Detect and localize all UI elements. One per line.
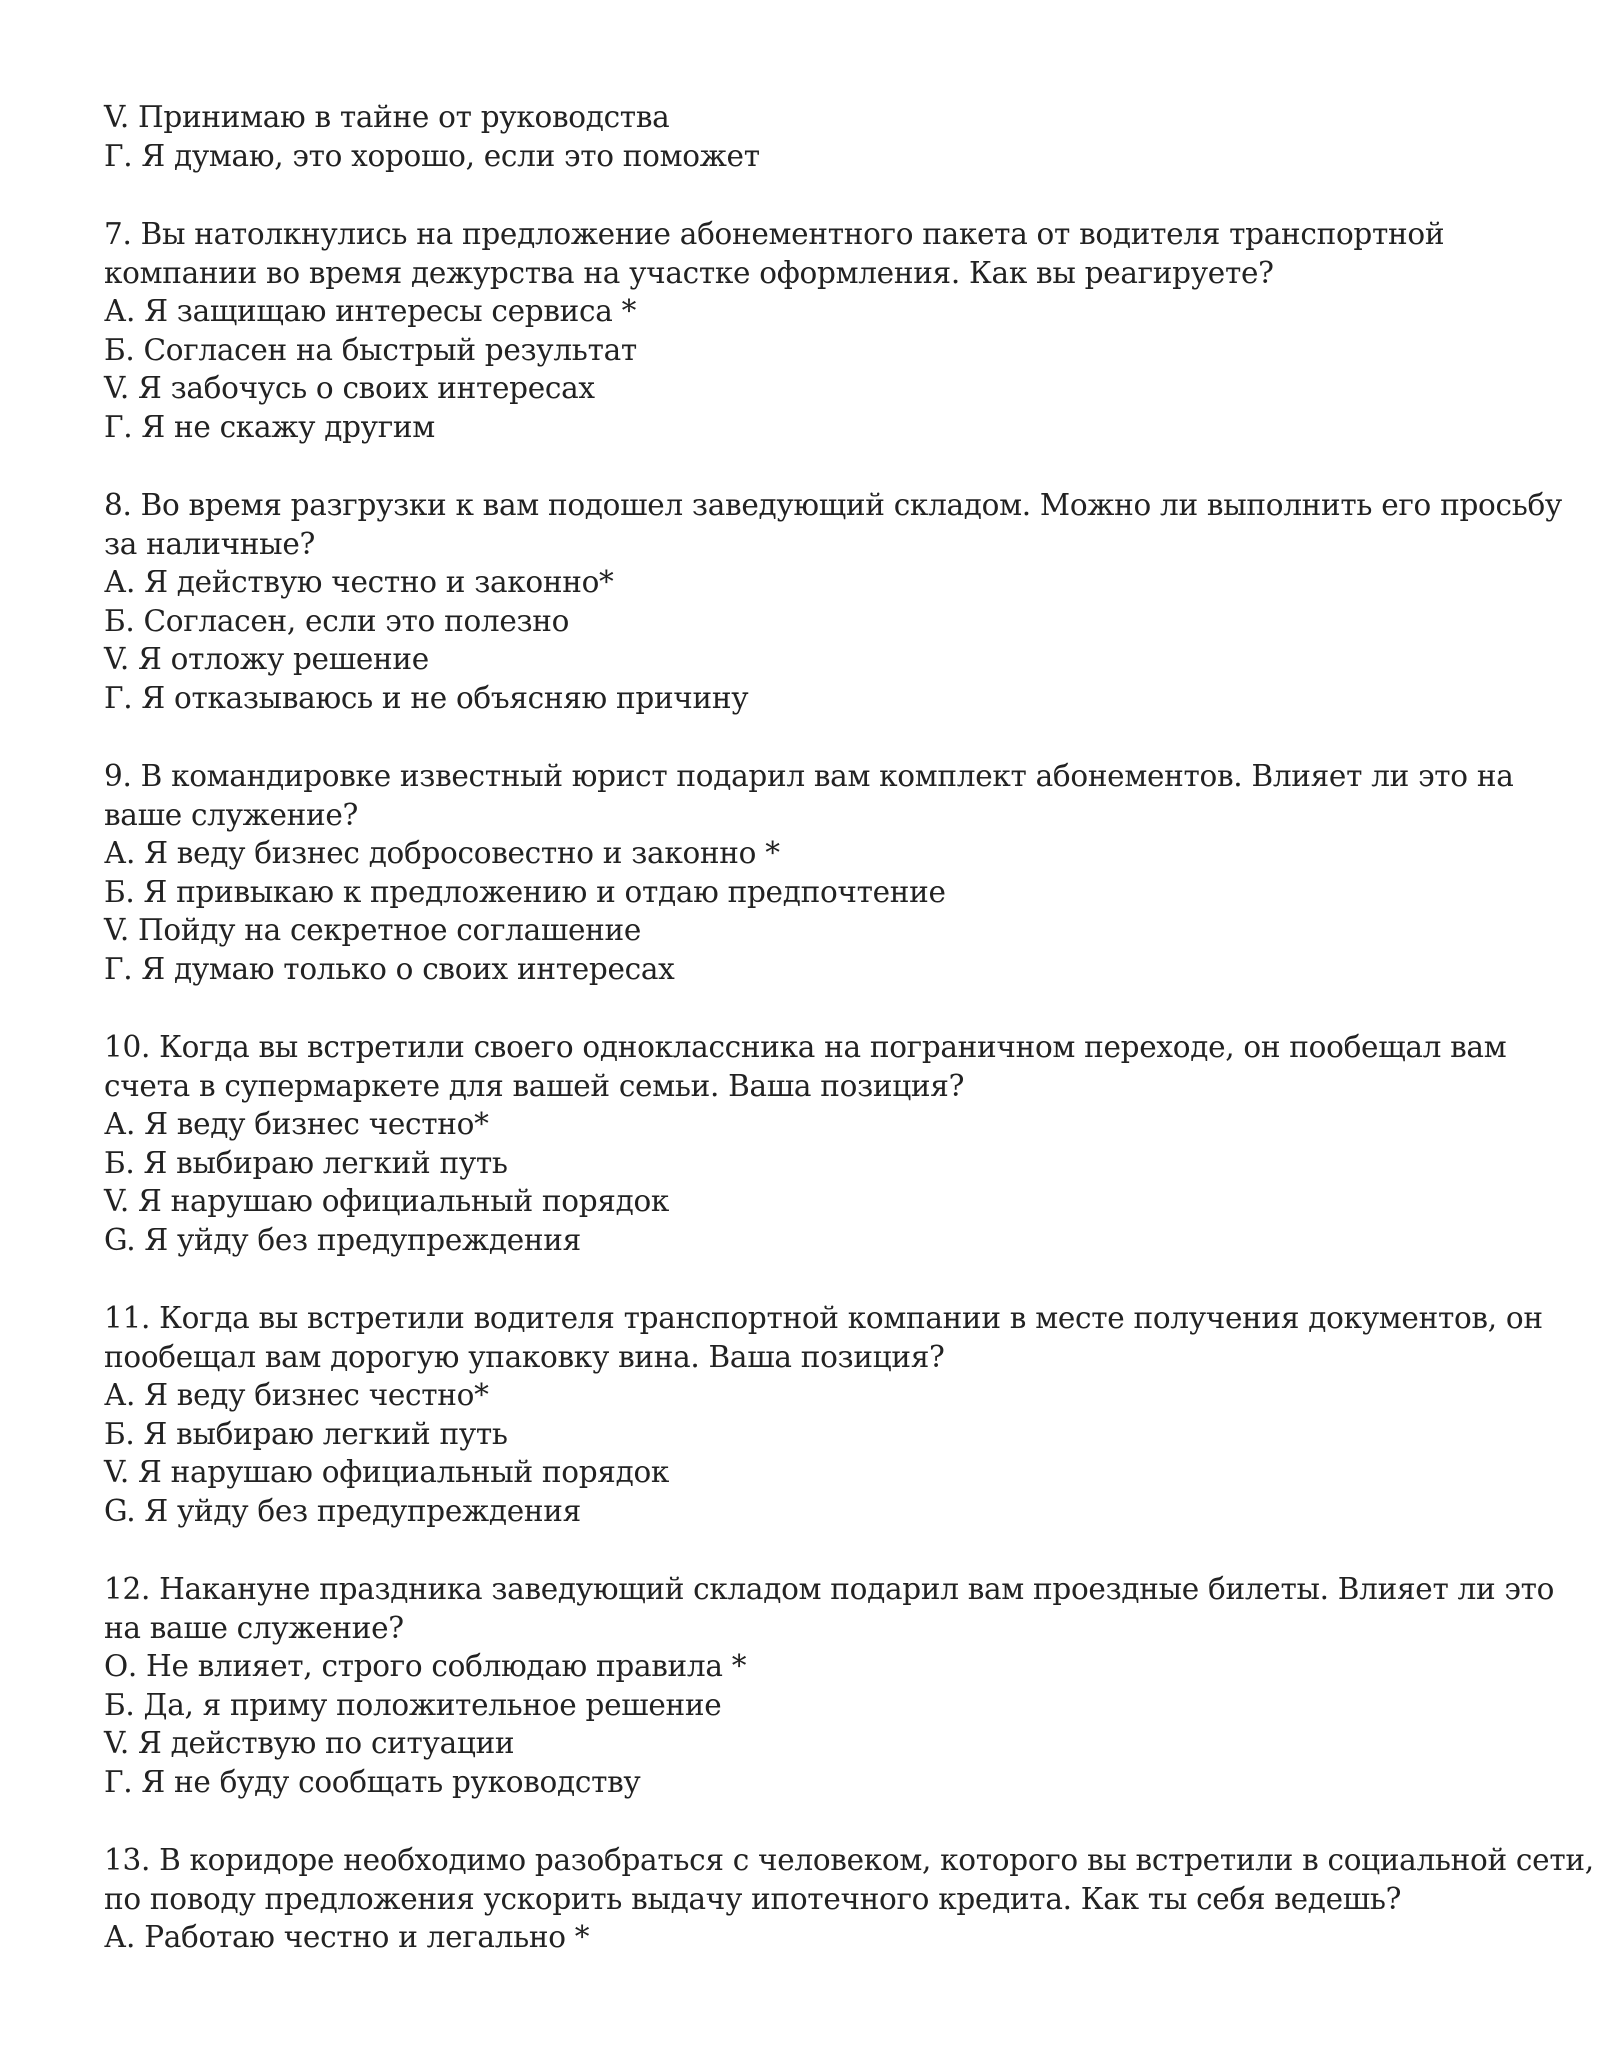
answer-option: А. Я веду бизнес честно* <box>104 1378 489 1412</box>
question-text-line: 8. Во время разгрузки к вам подошел заведующий складом. Можно ли выполнить его просьбу <box>104 488 1562 522</box>
answer-option: Б. Я выбираю легкий путь <box>104 1145 508 1180</box>
answer-option: G. Я уйду без предупреждения <box>104 1493 581 1528</box>
answer-option: А. Я веду бизнес добросовестно и законно * <box>104 836 780 870</box>
question-block <box>104 98 1524 175</box>
answer-option: О. Не влияет, строго соблюдаю правила * <box>104 1649 747 1683</box>
answer-option: V. Принимаю в тайне от руководства <box>104 100 670 134</box>
answer-option: А. Я действую честно и законно* <box>104 565 614 599</box>
question-text-line: пообещал вам дорогую упаковку вина. Ваша позиция? <box>104 1339 945 1374</box>
answer-option: А. Работаю честно и легально * <box>104 1920 590 1954</box>
question-block <box>104 1570 1555 1801</box>
question-block <box>104 757 1524 988</box>
question-text-line: 13. В коридоре необходимо разобраться с человеком, которого вы встретили в социальной сети, <box>104 1843 1594 1877</box>
answer-option: V. Я нарушаю официальный порядок <box>104 1455 670 1489</box>
question-block <box>104 1299 1543 1530</box>
question-text-line: 9. В командировке известный юрист подарил вам комплект абонементов. Влияет ли это на <box>104 759 1514 793</box>
question-text-line: 10. Когда вы встретили своего одноклассника на пограничном переходе, он пообещал вам <box>104 1030 1507 1064</box>
answer-option: Б. Я привыкаю к предложению и отдаю предпочтение <box>104 874 946 909</box>
answer-option: V. Я нарушаю официальный порядок <box>104 1184 670 1218</box>
question-text-line: счета в супермаркете для вашей семьи. Ваша позиция? <box>104 1068 965 1103</box>
answer-option: Г. Я не скажу другим <box>104 409 435 444</box>
question-text-line: на ваше служение? <box>104 1610 404 1645</box>
answer-option: Б. Согласен, если это полезно <box>104 603 570 638</box>
question-text-line: 11. Когда вы встретили водителя транспортной компании в месте получения документов, он <box>104 1301 1543 1335</box>
answer-option: А. Я защищаю интересы сервиса * <box>104 294 637 328</box>
answer-option: Б. Я выбираю легкий путь <box>104 1416 508 1451</box>
question-text-line: 7. Вы натолкнулись на предложение абонементного пакета от водителя транспортной <box>104 217 1445 251</box>
question-text-line: 12. Накануне праздника заведующий складом подарил вам проездные билеты. Влияет ли это <box>104 1572 1555 1606</box>
question-text-line: компании во время дежурства на участке оформления. Как вы реагируете? <box>104 255 1274 290</box>
answer-option: V. Я забочусь о своих интересах <box>104 371 595 405</box>
question-text-line: за наличные? <box>104 526 316 561</box>
answer-option: А. Я веду бизнес честно* <box>104 1107 489 1141</box>
answer-option: V. Я отложу решение <box>104 642 429 676</box>
answer-option: Г. Я думаю, это хорошо, если это поможет <box>104 138 760 173</box>
question-block <box>104 486 1562 717</box>
answer-option: Б. Да, я приму положительное решение <box>104 1687 722 1722</box>
answer-option: V. Я действую по ситуации <box>104 1726 515 1760</box>
answer-option: V. Пойду на секретное соглашение <box>104 913 642 947</box>
answer-option: Б. Согласен на быстрый результат <box>104 332 637 367</box>
question-text-line: ваше служение? <box>104 797 359 832</box>
question-block <box>104 1028 1524 1259</box>
answer-option: Г. Я отказываюсь и не объясняю причину <box>104 680 749 715</box>
question-block <box>104 1841 1594 1957</box>
question-text-line: по поводу предложения ускорить выдачу ипотечного кредита. Как ты себя ведешь? <box>104 1881 1402 1916</box>
question-block <box>104 215 1524 446</box>
answer-option: Г. Я не буду сообщать руководству <box>104 1764 641 1799</box>
answer-option: Г. Я думаю только о своих интересах <box>104 951 675 986</box>
document-body <box>104 98 1594 1957</box>
answer-option: G. Я уйду без предупреждения <box>104 1222 581 1257</box>
